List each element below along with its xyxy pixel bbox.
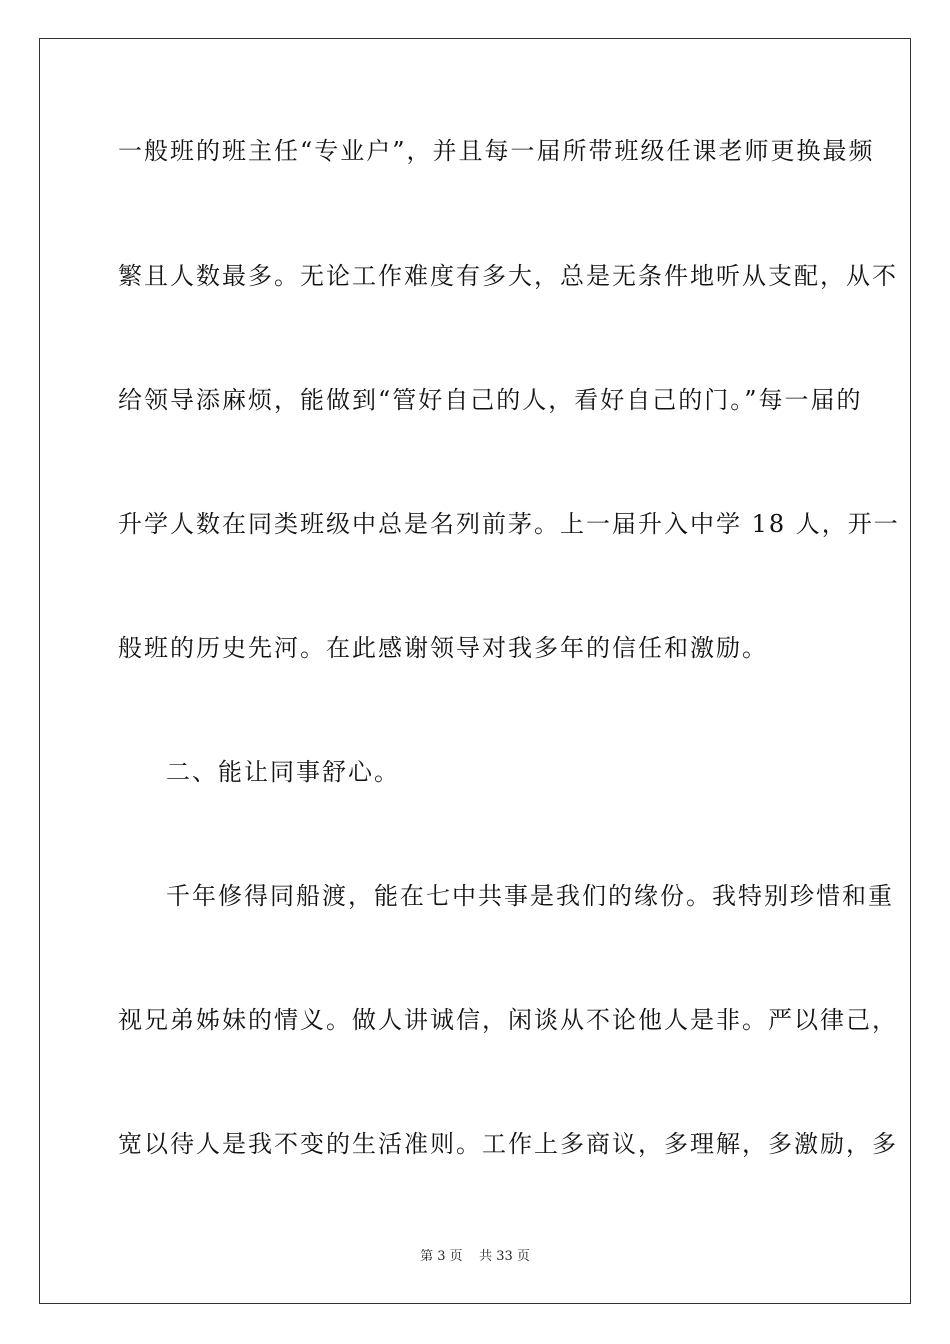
paragraph-line-8: 宽以待人是我不变的生活准则。工作上多商议，多理解，多激励，多 <box>118 1130 898 1158</box>
paragraph-line-1: 一般班的班主任“专业户”，并且每一届所带班级任课老师更换最频 <box>118 137 875 165</box>
page-footer <box>0 1248 950 1266</box>
paragraph-line-4: 升学人数在同类班级中总是名列前茅。上一届升入中学 18 人，开一 <box>118 510 900 538</box>
paragraph-line-2: 繁且人数最多。无论工作难度有多大，总是无条件地听从支配，从不 <box>118 262 898 290</box>
page-border <box>39 38 911 1304</box>
section-heading: 二、能让同事舒心。 <box>166 758 400 786</box>
page-number-text: 第 3 页 共 33 页 <box>420 1249 530 1264</box>
paragraph-line-3: 给领导添麻烦，能做到“管好自己的人，看好自己的门。”每一届的 <box>118 386 863 414</box>
paragraph-line-6: 千年修得同船渡，能在七中共事是我们的缘份。我特别珍惜和重 <box>166 882 894 910</box>
paragraph-line-5: 般班的历史先河。在此感谢领导对我多年的信任和激励。 <box>118 634 768 662</box>
paragraph-line-7: 视兄弟姊妹的情义。做人讲诚信，闲谈从不论他人是非。严以律己， <box>118 1006 898 1034</box>
